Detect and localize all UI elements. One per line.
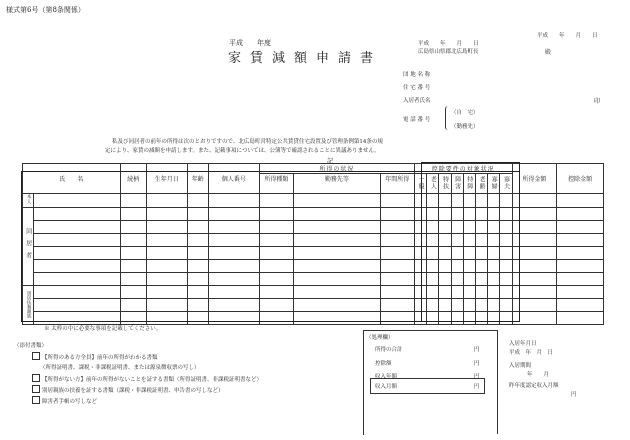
form-number: 様式第6号（第8条関係） [6, 6, 85, 14]
attachments-heading: （添付書類） [14, 343, 48, 349]
col-employer: 勤務先等 [324, 176, 349, 183]
side-self: 本人 [26, 194, 32, 205]
checkbox-2[interactable] [32, 374, 40, 382]
checkbox-4[interactable] [32, 396, 40, 404]
ded-special-disabled: 特障 [465, 175, 473, 190]
col-income-status: 所得の状況 [319, 166, 355, 173]
attachment-item-2: 【所得がない方】前年の所得がないことを証する書類（所得証明書、非課税証明書など） [32, 374, 262, 383]
phone-bracket [445, 106, 450, 130]
attachment-item-1: 【所得のある方全員】前年の所得がわかる書類 [32, 352, 158, 361]
dwelling-no-label: 住 宅 番 号 [403, 85, 431, 91]
addressee-date: 平成 年 月 日 [418, 41, 479, 47]
processing-heading: （処理欄） [366, 335, 394, 341]
col-name: 氏 名 [59, 176, 84, 183]
move-in-date-label: 入居年月日 [509, 341, 537, 347]
proc-annual: 収入年額 [375, 374, 398, 380]
col-income-amount: 所得金額 [522, 176, 547, 183]
note: ※ 太枠の中に必要な事項を記載してください。 [44, 326, 162, 332]
proc-yen-3: 円 [474, 374, 480, 380]
ded-widow: 寡婦 [490, 175, 498, 190]
thick-frame-deduction [421, 162, 520, 322]
phone-label: 電 話 番 号 [403, 117, 431, 123]
col-relation: 続柄 [127, 176, 140, 183]
top-date: 平成 年 月 日 [537, 33, 598, 39]
ded-elderly: 老人 [429, 175, 437, 190]
era-year: 平成 年度 [229, 39, 271, 47]
proc-yen-1: 円 [474, 347, 480, 353]
col-age: 年齢 [191, 176, 204, 183]
attachment-item-4: 障害者手帳の写しなど [32, 396, 97, 405]
recognized-income-label: 昨年度認定収入月額 [509, 383, 559, 389]
statement-line-1: 私及び同居者の前年の所得は次のとおりですので、北広島町営特定公共賃貸住宅設置及び管理条例第14条の規 [112, 139, 383, 145]
statement-line-2: 定により、家賃の減額を申請します。また、記載事項については、公簿等で確認されることに異議ありません。 [105, 148, 380, 154]
col-id-number: 個人番号 [221, 176, 246, 183]
ded-special-dependent: 特扶 [441, 175, 449, 190]
move-in-date-value: 平成 年 月 日 [509, 350, 554, 356]
col-birthdate: 生年月日 [154, 176, 179, 183]
proc-deduction: 控除額 [375, 361, 392, 367]
ki-label: 記 [327, 158, 334, 165]
attachment-item-3: 別居親族の扶養を証する書類（課税・非課税証明書、申告書の写しなど） [32, 385, 224, 394]
proc-yen-2: 円 [474, 361, 480, 367]
side-separate: 別居扶養親族 [26, 290, 32, 318]
ded-disabled: 障害 [453, 175, 461, 190]
phone-home: （自 宅） [451, 110, 479, 116]
checkbox-1[interactable] [32, 352, 40, 360]
addressee: 広島県山県郡北広島町長 [418, 49, 479, 55]
move-in-divider [497, 330, 499, 434]
tenant-name-label: 入居者氏名 [403, 98, 431, 104]
seal-mark: 印 [594, 98, 601, 105]
page-title: 家賃減額申請書 [228, 51, 383, 66]
ded-aged: 老齢 [478, 175, 486, 190]
proc-total-income: 所得の合計 [375, 347, 403, 353]
checkbox-3[interactable] [32, 385, 40, 393]
honorific: 殿 [545, 49, 552, 56]
recognized-yen: 円 [571, 392, 577, 398]
attachment-item-1-note: （所得証明書、課税・非課税証明書、または源泉徴収票の写し） [40, 365, 200, 371]
complex-name-label: 団 地 名 称 [403, 72, 431, 78]
proc-yen-4: 円 [474, 384, 480, 390]
col-deduction-amount: 控除金額 [568, 176, 593, 183]
ded-general: 一般 [417, 175, 425, 190]
phone-work: （勤務先） [451, 124, 479, 130]
col-deduction-header: 控除要件の対象状況 [431, 166, 495, 173]
proc-monthly: 収入月額 [375, 384, 398, 390]
side-household: 同居者 [24, 227, 32, 264]
col-annual-income: 年間所得 [385, 176, 410, 183]
move-in-period-value: 年 月 [527, 372, 550, 378]
move-in-period-label: 入居期間 [509, 363, 532, 369]
col-income-type: 所得種類 [264, 176, 289, 183]
ded-widower: 寡夫 [502, 175, 510, 190]
